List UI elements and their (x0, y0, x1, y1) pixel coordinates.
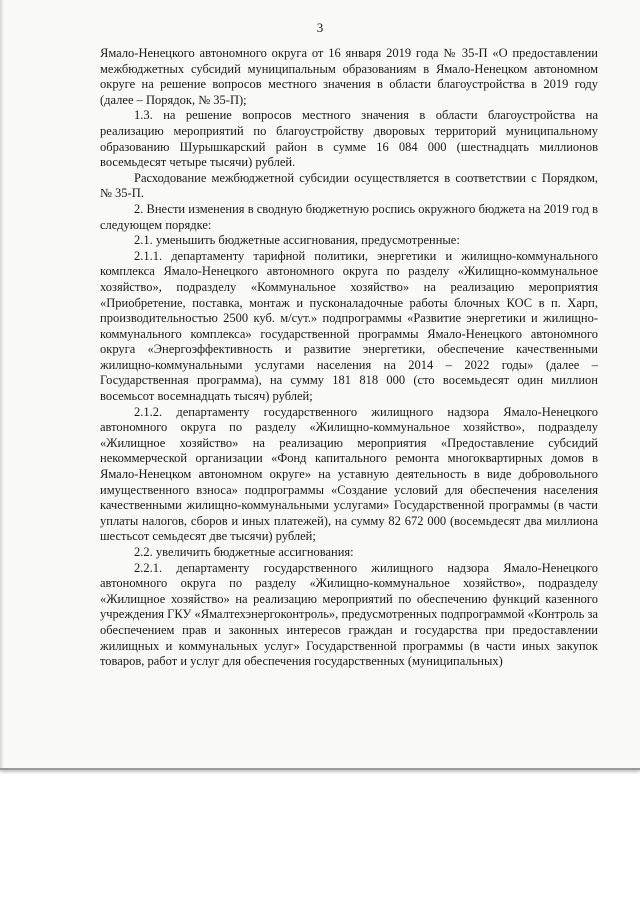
document-body (100, 46, 598, 670)
page-number: 3 (316, 20, 324, 35)
paragraph: 2.1.1. департаменту тарифной политики, энергетики и жилищно-коммунального комплекса Ямало-Ненецкого автономного округа по разделу «Жилищно-коммунальное хозяйство», подразделу «Коммунальное хозяйство» на реализацию мероприятия «Приобретение, поставка, монтаж и пусконаладочные работы блочных КОС в п. Харп, производительностью 2500 куб. м/сут.» подпрограммы «Развитие энергетики и жилищно-коммунального комплекса» государственной программы Ямало-Ненецкого автономного округа «Энергоэффективность и развитие энергетики, обеспечение качественными жилищно-коммунальными услугами населения на 2014 – 2022 годы» (далее – Государственная программа), на сумму 181 818 000 (сто восемьдесят один миллион восемьсот восемнадцать тысяч) рублей; (100, 248, 598, 404)
paragraph: 2.2. увеличить бюджетные ассигнования: (134, 545, 354, 559)
paragraph: 2.1. уменьшить бюджетные ассигнования, предусмотренные: (134, 233, 460, 248)
paragraph: 1.3. на решение вопросов местного значения в области благоустройства на реализацию мероприятий по благоустройству дворовых территорий муниципальному образованию Шурышкарский район в сумме 16 084 000 (шестнадцать миллионов восемьдесят четыре тысячи) рублей. (100, 108, 598, 170)
scan-edge-shadow (0, 0, 4, 768)
paragraph: Расходование межбюджетной субсидии осуществляется в соответствии с Порядком, № 35-П. (100, 170, 598, 201)
paragraph: 2.1.2. департаменту государственного жилищного надзора Ямало-Ненецкого автономного округа по разделу «Жилищно-коммунальное хозяйство», подразделу «Жилищное хозяйство» на реализацию мероприятия «Предоставление субсидий некоммерческой организации «Фонд капитального ремонта многоквартирных домов в Ямало-Ненецком автономном округе» на уставную деятельность в виде добровольного имущественного взноса» подпрограммы «Создание условий для обеспечения населения качественными жилищно-коммунальными услугами» Государственной программы (в части уплаты налогов, сборов и иных платежей), на сумму 82 672 000 (восемьдесят два миллиона шестьсот семьдесят две тысячи) рублей; (100, 404, 598, 544)
paragraph: 2. Внести изменения в сводную бюджетную роспись окружного бюджета на 2019 год в следующем порядке: (100, 201, 598, 232)
paragraph: Ямало-Ненецкого автономного округа от 16 января 2019 года № 35-П «О предоставлении межбюджетных субсидий муниципальным образованиям в Ямало-Ненецком автономном округе на решение вопросов местного значения в области благоустройства в 2019 году (далее – Порядок, № 35-П); (100, 46, 598, 107)
paragraph: 2.2.1. департаменту государственного жилищного надзора Ямало-Ненецкого автономного округа по разделу «Жилищно-коммунальное хозяйство», подразделу «Жилищное хозяйство» на реализацию мероприятий по обеспечению функций казенного учреждения ГКУ «Ямалтехэнергоконтроль», предусмотренных подпрограммой «Контроль за обеспечением прав и законных интересов граждан и государства при предоставлении жилищных и коммунальных услуг» Государственной программы (в части иных закупок товаров, работ и услуг для обеспечения государственных (муниципальных) (100, 560, 598, 669)
